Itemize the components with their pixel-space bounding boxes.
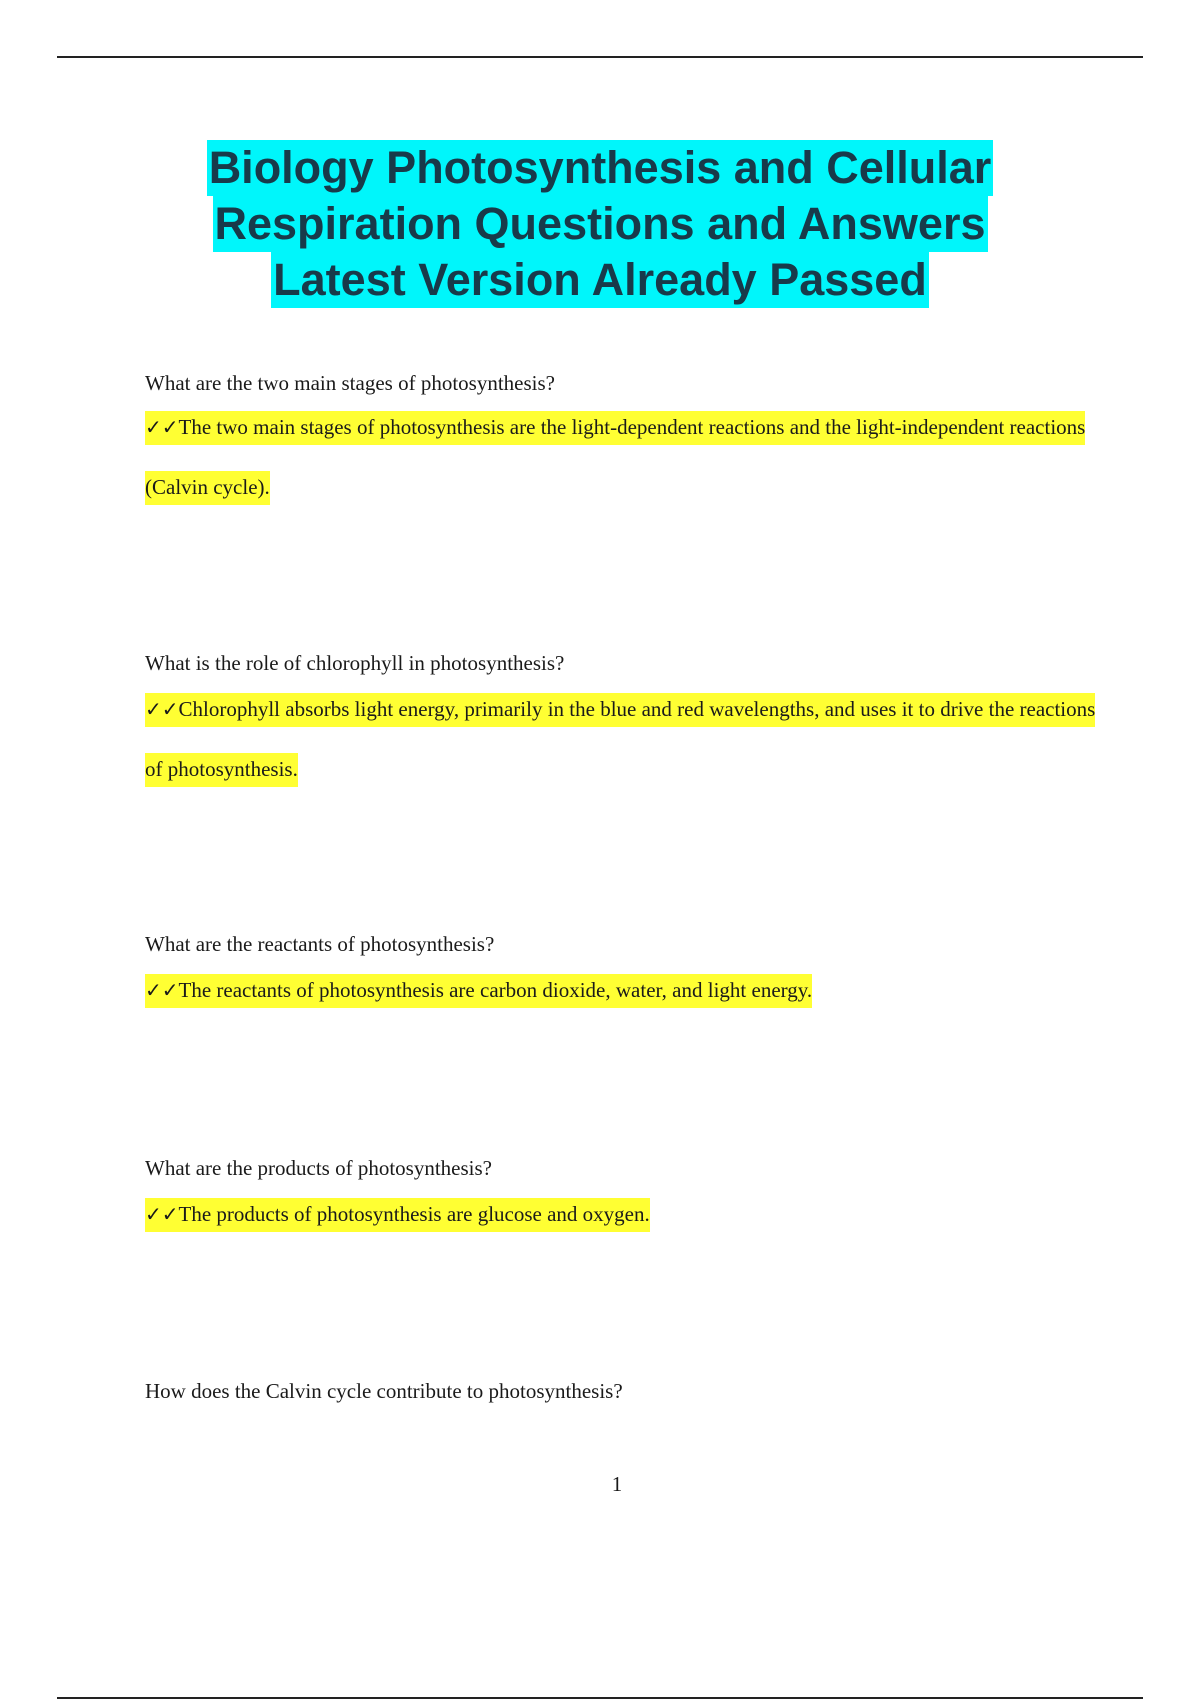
double-check-icon: ✓✓: [145, 978, 179, 1002]
double-check-icon: ✓✓: [145, 697, 179, 721]
question-5: How does the Calvin cycle contribute to photosynthesis?: [145, 1379, 623, 1403]
double-check-icon: ✓✓: [145, 415, 179, 439]
qa-item-1: [145, 371, 1095, 499]
question-4: What are the products of photosynthesis?: [145, 1156, 492, 1180]
answer-4-text: The products of photosynthesis are glucose and oxygen.: [178, 1202, 650, 1226]
page-number: 1: [611, 1472, 623, 1496]
answer-3: [145, 960, 1105, 1020]
qa-item-3: [145, 932, 1095, 1002]
answer-3-text: The reactants of photosynthesis are carbon dioxide, water, and light energy.: [178, 978, 813, 1002]
title-line-3: Latest Version Already Passed: [271, 252, 929, 308]
qa-item-4: [145, 1156, 1095, 1226]
qa-item-5: [145, 1379, 1095, 1403]
answer-2: [145, 679, 1105, 799]
question-2: What is the role of chlorophyll in photosynthesis?: [145, 651, 565, 675]
answer-1-text: The two main stages of photosynthesis are the light-dependent reactions and the light-independent reactions (Calvin cycle).: [145, 415, 1086, 499]
answer-1: [145, 397, 1105, 517]
qa-item-2: [145, 651, 1096, 781]
question-3: What are the reactants of photosynthesis?: [145, 932, 495, 956]
document-title: [100, 140, 1100, 308]
top-rule: [57, 56, 1143, 58]
answer-4: [145, 1184, 1105, 1244]
title-line-2: Respiration Questions and Answers: [213, 196, 988, 252]
title-line-1: Biology Photosynthesis and Cellular: [207, 140, 994, 196]
bottom-rule: [57, 1697, 1143, 1699]
answer-2-text: Chlorophyll absorbs light energy, primarily in the blue and red wavelengths, and uses it to drive the reactions of photosynthesis.: [145, 697, 1096, 781]
double-check-icon: ✓✓: [145, 1202, 179, 1226]
question-1: What are the two main stages of photosynthesis?: [145, 371, 555, 395]
